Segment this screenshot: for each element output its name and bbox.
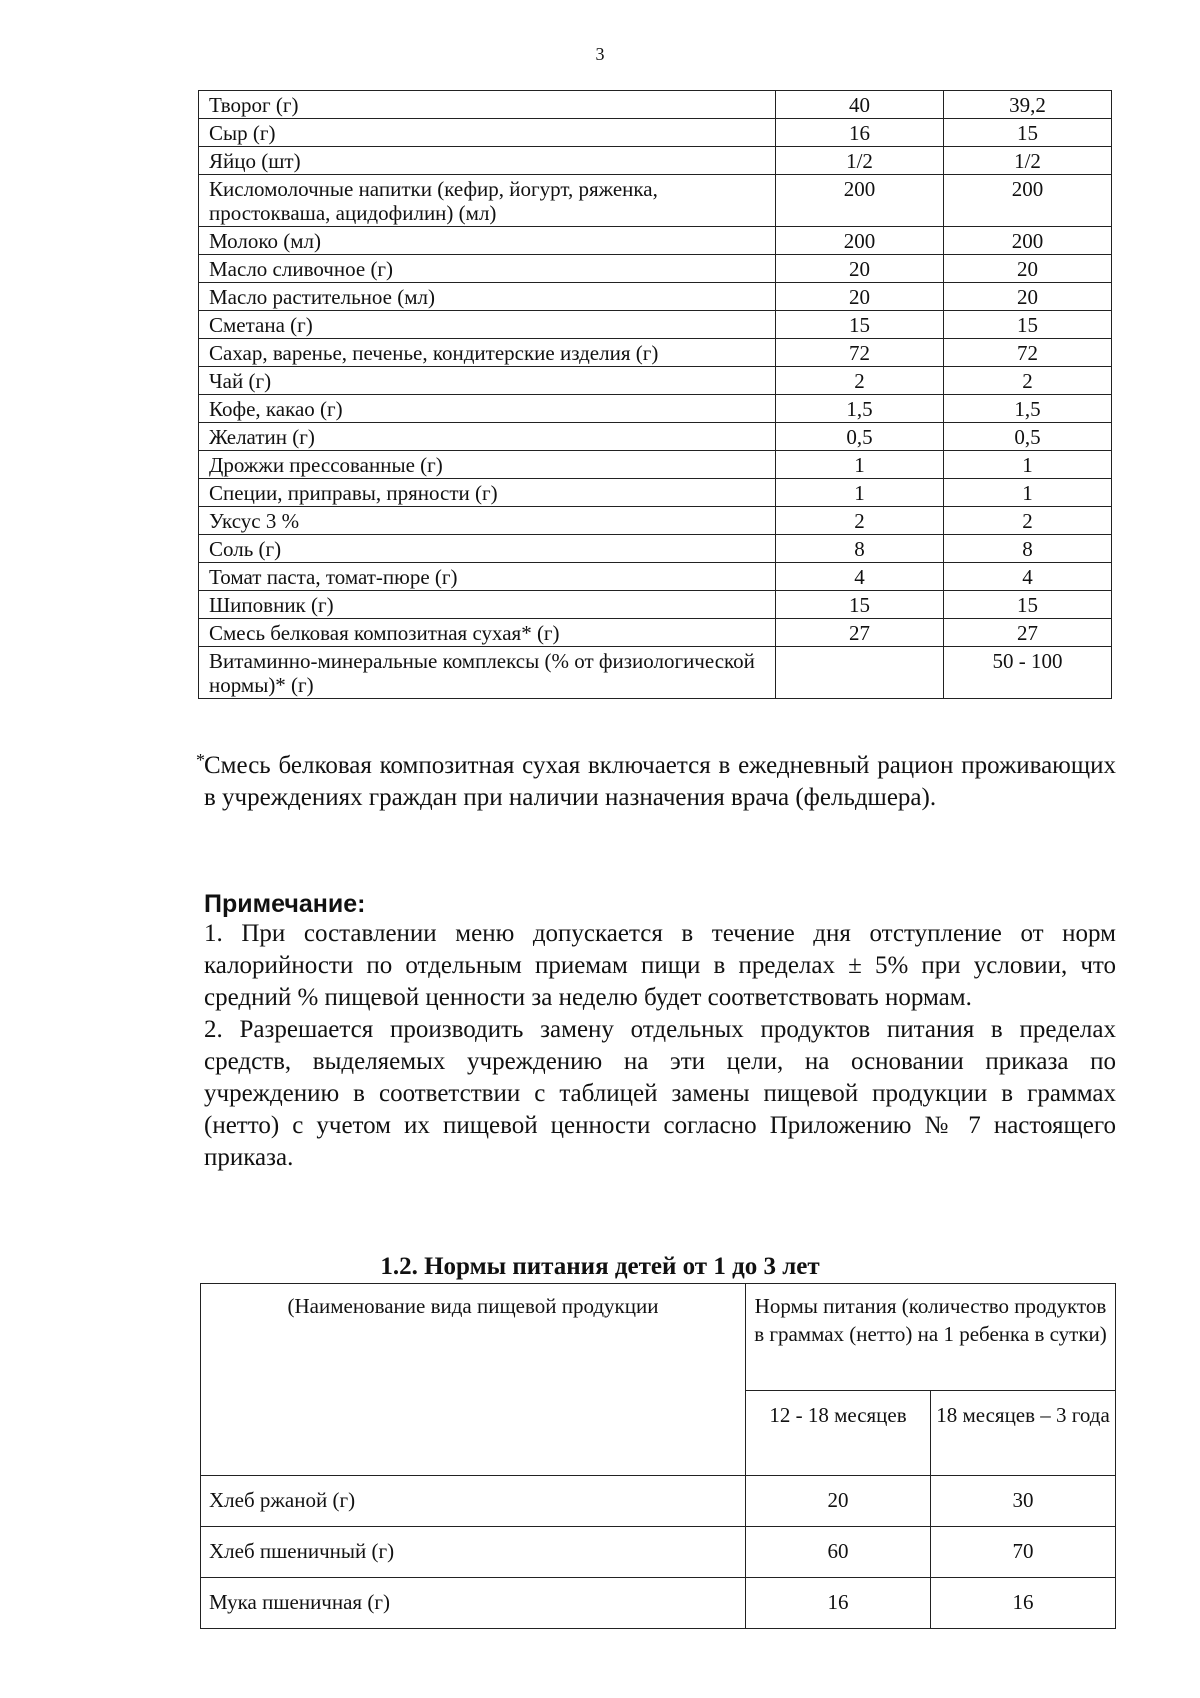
product-name-cell: Уксус 3 % [199,507,776,535]
footnote-text: Смесь белковая композитная сухая включается в ежедневный рацион проживающих в учреждениях граждан при наличии назначения врача (фельдшера). [204,752,1116,811]
table-row [199,395,1112,423]
value-cell-2: 1,5 [944,395,1112,423]
product-name-cell: Хлеб ржаной (г) [201,1476,746,1527]
value-cell-2: 15 [944,591,1112,619]
value-cell-2: 15 [944,119,1112,147]
product-name-cell: Чай (г) [199,367,776,395]
footnote-marker: * [196,750,205,770]
value-cell-2: 30 [931,1476,1116,1527]
table-row [199,175,1112,227]
note-item-2: 2. Разрешается производить замену отдельных продуктов питания в пределах средств, выделяемых учреждению на эти цели, на основании приказа по учреждению в соответствии с таблицей замены пищевой продукции в граммах (нетто) с учетом их пищевой ценности согласно Приложению № 7 настоящего приказа. [204,1016,1116,1171]
notes [204,918,1116,1174]
product-name-cell: Дрожжи прессованные (г) [199,451,776,479]
value-cell-2: 4 [944,563,1112,591]
value-cell-1: 72 [776,339,944,367]
product-name-cell: Сыр (г) [199,119,776,147]
value-cell-2: 1/2 [944,147,1112,175]
value-cell-1: 2 [776,507,944,535]
table-header-row [201,1284,1116,1391]
value-cell-2: 1 [944,451,1112,479]
product-name-cell: Масло растительное (мл) [199,283,776,311]
value-cell-1: 15 [776,591,944,619]
value-cell-1: 0,5 [776,423,944,451]
value-cell-1: 15 [776,311,944,339]
value-cell-1: 1 [776,479,944,507]
table-row [199,311,1112,339]
food-norms-table [198,90,1112,699]
table-row [199,507,1112,535]
value-cell-1: 20 [776,283,944,311]
value-cell-2: 1 [944,479,1112,507]
header-age-12-18: 12 - 18 месяцев [746,1391,931,1476]
section-title: 1.2. Нормы питания детей от 1 до 3 лет [380,1253,820,1280]
value-cell-1: 200 [776,227,944,255]
value-cell-1: 4 [776,563,944,591]
value-cell-1: 16 [776,119,944,147]
product-name-cell: Томат паста, томат-пюре (г) [199,563,776,591]
value-cell-1: 20 [746,1476,931,1527]
value-cell-2: 72 [944,339,1112,367]
value-cell-1 [776,647,944,699]
table-row [199,563,1112,591]
value-cell-2: 70 [931,1527,1116,1578]
header-age-18-36: 18 месяцев – 3 года [931,1391,1116,1476]
product-name-cell: Кисломолочные напитки (кефир, йогурт, ряженка, простокваша, ацидофилин) (мл) [199,175,776,227]
value-cell-2: 8 [944,535,1112,563]
note-title: Примечание: [204,890,366,918]
table-row [199,591,1112,619]
value-cell-1: 40 [776,91,944,119]
product-name-cell: Молоко (мл) [199,227,776,255]
children-norms-table [200,1283,1116,1629]
value-cell-2: 16 [931,1578,1116,1629]
table-row [199,255,1112,283]
value-cell-2: 20 [944,255,1112,283]
product-name-cell: Мука пшеничная (г) [201,1578,746,1629]
product-name-cell: Шиповник (г) [199,591,776,619]
value-cell-1: 16 [746,1578,931,1629]
value-cell-2: 20 [944,283,1112,311]
footnote [196,750,1116,814]
product-name-cell: Творог (г) [199,91,776,119]
value-cell-1: 20 [776,255,944,283]
table-row [199,283,1112,311]
value-cell-2: 15 [944,311,1112,339]
table-row [199,119,1112,147]
value-cell-1: 8 [776,535,944,563]
product-name-cell: Яйцо (шт) [199,147,776,175]
value-cell-2: 200 [944,175,1112,227]
table-row [199,339,1112,367]
value-cell-2: 39,2 [944,91,1112,119]
product-name-cell: Сахар, варенье, печенье, кондитерские изделия (г) [199,339,776,367]
table-row [199,451,1112,479]
value-cell-1: 1 [776,451,944,479]
value-cell-2: 50 - 100 [944,647,1112,699]
header-product-name: (Наименование вида пищевой продукции [201,1284,746,1476]
product-name-cell: Специи, приправы, пряности (г) [199,479,776,507]
value-cell-1: 1,5 [776,395,944,423]
product-name-cell: Соль (г) [199,535,776,563]
note-item-1: 1. При составлении меню допускается в течение дня отступление от норм калорийности по отдельным приемам пищи в пределах ± 5% при условии, что средний % пищевой ценности за неделю будет соответствовать нормам. [204,920,1116,1011]
value-cell-1: 27 [776,619,944,647]
table-row [199,227,1112,255]
value-cell-1: 60 [746,1527,931,1578]
value-cell-2: 200 [944,227,1112,255]
table-row [199,479,1112,507]
table-row [199,619,1112,647]
value-cell-2: 2 [944,367,1112,395]
product-name-cell: Хлеб пшеничный (г) [201,1527,746,1578]
product-name-cell: Желатин (г) [199,423,776,451]
product-name-cell: Кофе, какао (г) [199,395,776,423]
product-name-cell: Масло сливочное (г) [199,255,776,283]
page-number: 3 [595,44,605,64]
table-row [199,535,1112,563]
value-cell-2: 2 [944,507,1112,535]
value-cell-2: 0,5 [944,423,1112,451]
table-row [201,1578,1116,1629]
table-row [201,1476,1116,1527]
table-row [199,367,1112,395]
product-name-cell: Смесь белковая композитная сухая* (г) [199,619,776,647]
product-name-cell: Витаминно-минеральные комплексы (% от физиологической нормы)* (г) [199,647,776,699]
header-norms: Нормы питания (количество продуктов в граммах (нетто) на 1 ребенка в сутки) [746,1284,1116,1391]
table-row [199,647,1112,699]
value-cell-1: 1/2 [776,147,944,175]
table-row [199,91,1112,119]
value-cell-1: 2 [776,367,944,395]
table-row [199,423,1112,451]
product-name-cell: Сметана (г) [199,311,776,339]
table-row [199,147,1112,175]
value-cell-1: 200 [776,175,944,227]
table-row [201,1527,1116,1578]
value-cell-2: 27 [944,619,1112,647]
